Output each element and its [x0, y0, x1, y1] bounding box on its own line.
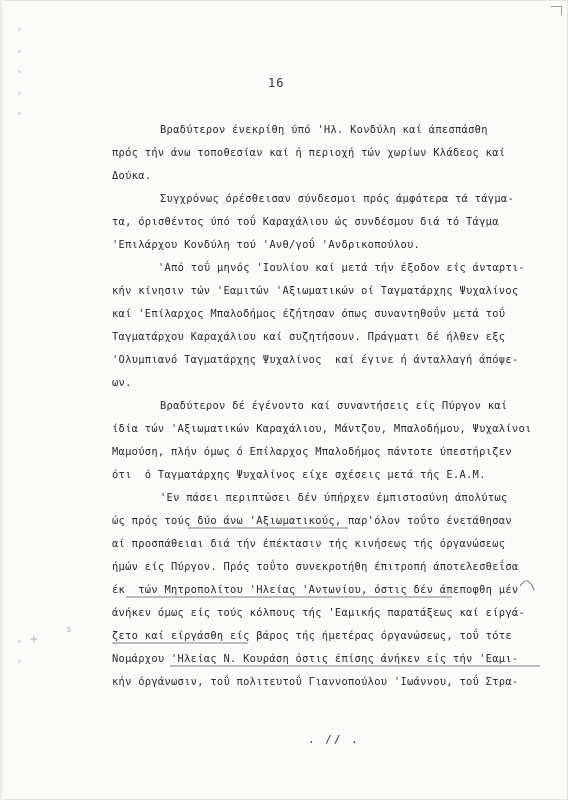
text-line: Βραδύτερον δέ έγένοντο καί συναντήσεις είς Πύργον καί	[160, 400, 508, 412]
text-line: κήν κίνησιν τών 'Εαμιτών 'Αξιωματικών οί Ταγματάρχης Ψυχαλίνος	[112, 285, 519, 297]
text-line: Ταγματάρχου Καραχάλιου καί συζητήσουν. Πράγματι δέ ήλθεν εξς	[112, 331, 506, 343]
text-line: πρός τήν άνω τοποθεσίαν καί ή περιοχή τών χωρίων Κλάδεος καί	[112, 147, 506, 159]
text-line: Βραδύτερον ένεκρίθη ύπό 'Ηλ. Κονδύλη καί άπεσπάσθη	[160, 124, 488, 136]
text-line: καί 'Επίλαρχος Μπαλοδήμος έζήτησαν όπως συναντηθοΰν μετά τοΰ	[112, 308, 506, 320]
page-footer: . // .	[308, 733, 360, 746]
text-line: Δούκα.	[112, 170, 152, 182]
margin-cross-mark: +	[30, 632, 38, 647]
text-line: Συγχρόνως όρέσθεισαν σύνδεσμοι πρός άμφότερα τά τάγμα-	[160, 193, 515, 205]
text-line: αί προσπάθειαι διά τήν έπέκτασιν τής κινήσεως τής όργανώσεως	[112, 538, 506, 550]
text-line: ζετο καί είργάσθη είς βάρος τής ήμετέρας όργανώσεως, τοΰ τότε	[112, 630, 512, 642]
text-line: 'Εν πάσει περιπτώσει δέν ύπήρχεν έμπιστοσύνη άπολύτως	[160, 492, 508, 504]
text-line: κήν όργάνωσιν, τοΰ πολιτευτοΰ Γιαννοπούλου 'Ιωάννου, τοΰ Στρα-	[112, 676, 519, 688]
text-line: ότι ό Ταγματάρχης Ψυχαλίνος είχε σχέσεις μετά τής Ε.Α.Μ.	[112, 469, 486, 481]
text-line: ώς πρός τούς δύο άνω 'Αξιωματικούς, παρ'όλον τοΰτο ένετάθησαν	[112, 515, 512, 527]
text-line: 'Από τοΰ μηνός 'Ιουλίου καί μετά τήν έξοδον είς άνταρτι-	[158, 262, 526, 274]
text-line: ων.	[112, 377, 132, 389]
text-line: Νομάρχου 'Ηλείας Ν. Κουράση όστις έπίσης άνήκεν είς τήν 'Εαμι-	[112, 653, 519, 665]
text-line: Μαμούση, πλήν όμως ό Επίλαρχος Μπαλοδήμος πάντοτε ύπεστήριζεν	[112, 446, 512, 458]
page-number: 16	[268, 76, 285, 90]
text-line: έκ τών Μητροπολίτου 'Ηλείας 'Αντωνίου, όστις δέν άπεποφθη μέν	[112, 584, 519, 596]
text-line: άνήκεν όμως είς τούς κόλπους τής 'Εαμικής παρατάξεως καί είργά-	[112, 607, 526, 619]
text-line: 'Επιλάρχου Κονδύλη τού 'Ανθ/γοΰ 'Ανδρικοπούλου.	[112, 239, 421, 251]
text-line: 'Ολυμπιανό Ταγματάρχης Ψυχαλίνος καί έγινε ή άνταλλαγή άπόψε-	[112, 354, 519, 366]
text-line: τα, όρισθέντος ύπό τοΰ Καραχάλιου ώς συνδέσμου διά τό Τάγμα	[112, 216, 499, 228]
margin-scribble-mark: s	[66, 624, 73, 635]
text-line: ίδία τών 'Αξιωματικών Καραχάλιου, Μάντζου, Μπαλοδήμου, Ψυχαλίνοι	[112, 423, 532, 435]
text-line: ήμών είς Πύργον. Πρός τοΰτο συνεκροτήθη έπιτροπή άποτελεσθεΐσα	[112, 561, 519, 573]
